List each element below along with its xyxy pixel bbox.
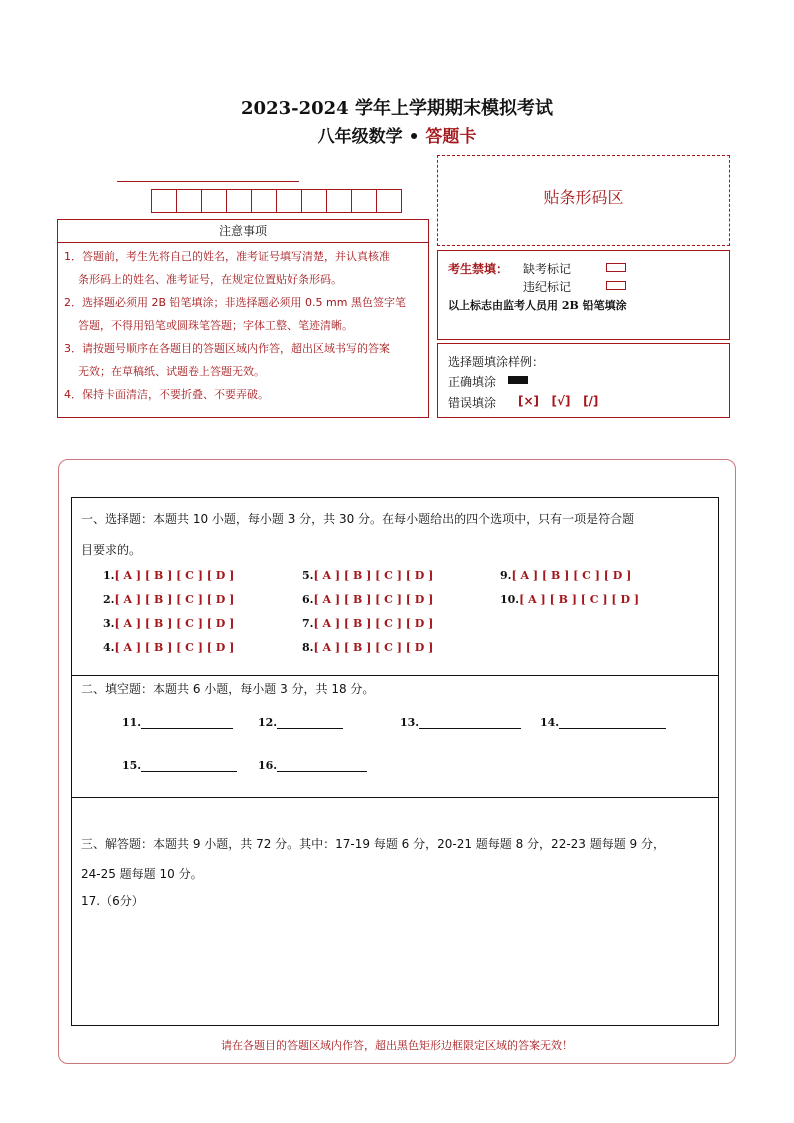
wrong-fill-label: 错误填涂: [448, 396, 497, 410]
mc-question-9[interactable]: 9.[ A ] [ B ] [ C ] [ D ]: [500, 569, 632, 582]
notice-line: 答题，不得用铅笔或圆珠笔答题；字体工整、笔迹清晰。: [78, 319, 353, 332]
mc-question-8[interactable]: 8.[ A ] [ B ] [ C ] [ D ]: [302, 641, 434, 654]
page-title: 2023-2024 学年上学期期末模拟考试: [241, 98, 553, 119]
subtitle-accent: 答题卡: [425, 127, 477, 147]
notice-line: 无效；在草稿纸、试题卷上答题无效。: [78, 365, 265, 378]
notice-line: 条形码上的姓名、准考证号，在规定位置贴好条形码。: [78, 273, 342, 286]
mc-question-6[interactable]: 6.[ A ] [ B ] [ C ] [ D ]: [302, 593, 434, 606]
question-17-label: 17.（6分）: [81, 894, 144, 908]
forbid-label: 考生禁填：: [448, 262, 509, 276]
section-divider: [71, 675, 719, 676]
mc-question-4[interactable]: 4.[ A ] [ B ] [ C ] [ D ]: [103, 641, 235, 654]
id-digit-box[interactable]: [276, 189, 302, 213]
id-digit-box[interactable]: [251, 189, 277, 213]
absent-mark-box[interactable]: [606, 263, 626, 272]
mc-question-7[interactable]: 7.[ A ] [ B ] [ C ] [ D ]: [302, 617, 434, 630]
notice-heading: 注意事项: [58, 220, 428, 243]
fill-blank-13[interactable]: 13.: [400, 716, 521, 729]
violation-label: 违纪标记: [523, 280, 572, 294]
section1-heading-line2: 目要求的。: [81, 543, 142, 557]
wrong-fill-marks: [×] [√] [/]: [518, 394, 599, 408]
notice-line: 3．请按题号顺序在各题目的答题区域内作答，超出区域书写的答案: [64, 342, 390, 355]
notice-line: 1．答题前，考生先将自己的姓名，准考证号填写清楚，并认真核准: [64, 250, 390, 263]
mc-question-2[interactable]: 2.[ A ] [ B ] [ C ] [ D ]: [103, 593, 235, 606]
fill-sample-box: [437, 343, 730, 418]
id-digit-box[interactable]: [176, 189, 202, 213]
section1-heading-line1: 一、选择题：本题共 10 小题，每小题 3 分，共 30 分。在每小题给出的四个选项中，只有一项是符合题: [81, 512, 635, 526]
subtitle-dot: •: [408, 127, 420, 147]
id-digit-box[interactable]: [226, 189, 252, 213]
fill-blank-15[interactable]: 15.: [122, 759, 237, 772]
id-digit-box[interactable]: [351, 189, 377, 213]
absent-label: 缺考标记: [523, 262, 572, 276]
correct-fill-label: 正确填涂: [448, 375, 497, 389]
subtitle-main: 八年级数学: [317, 127, 403, 147]
section-divider: [71, 797, 719, 798]
question-17-answer-area[interactable]: [72, 912, 716, 1022]
id-digit-box[interactable]: [301, 189, 327, 213]
notice-line: 2．选择题必须用 2B 铅笔填涂；非选择题必须用 0.5 mm 黑色签字笔: [64, 296, 406, 309]
fill-blank-14[interactable]: 14.: [540, 716, 666, 729]
barcode-area: [437, 155, 730, 246]
fill-blank-11[interactable]: 11.: [122, 716, 233, 729]
sample-title: 选择题填涂样例：: [448, 355, 545, 369]
notice-line: 4．保持卡面清洁，不要折叠、不要弄破。: [64, 388, 269, 401]
notice-box: [57, 219, 429, 418]
name-field-line[interactable]: [117, 181, 299, 182]
section2-heading: 二、填空题：本题共 6 小题，每小题 3 分，共 18 分。: [81, 682, 375, 696]
barcode-label: 贴条形码区: [543, 188, 624, 207]
mc-question-1[interactable]: 1.[ A ] [ B ] [ C ] [ D ]: [103, 569, 235, 582]
proctor-mark-box: [437, 250, 730, 340]
fill-blank-16[interactable]: 16.: [258, 759, 367, 772]
section3-heading-line1: 三、解答题：本题共 9 小题，共 72 分。其中：17-19 每题 6 分，20-21 题每题 8 分，22-23 题每题 9 分，: [81, 837, 666, 851]
footer-warning: 请在各题目的答题区域内作答，超出黑色矩形边框限定区域的答案无效！: [221, 1039, 573, 1052]
mc-question-5[interactable]: 5.[ A ] [ B ] [ C ] [ D ]: [302, 569, 434, 582]
exam-id-boxes: [151, 189, 401, 213]
filled-sample-mark: [508, 376, 528, 384]
section3-heading-line2: 24-25 题每题 10 分。: [81, 867, 203, 881]
id-digit-box[interactable]: [326, 189, 352, 213]
proctor-note: 以上标志由监考人员用 2B 铅笔填涂: [448, 299, 627, 312]
violation-mark-box[interactable]: [606, 281, 626, 290]
fill-blank-12[interactable]: 12.: [258, 716, 343, 729]
mc-question-3[interactable]: 3.[ A ] [ B ] [ C ] [ D ]: [103, 617, 235, 630]
id-digit-box[interactable]: [201, 189, 227, 213]
id-digit-box[interactable]: [376, 189, 402, 213]
page-subtitle: [0, 122, 794, 147]
mc-question-10[interactable]: 10.[ A ] [ B ] [ C ] [ D ]: [500, 593, 640, 606]
id-digit-box[interactable]: [151, 189, 177, 213]
